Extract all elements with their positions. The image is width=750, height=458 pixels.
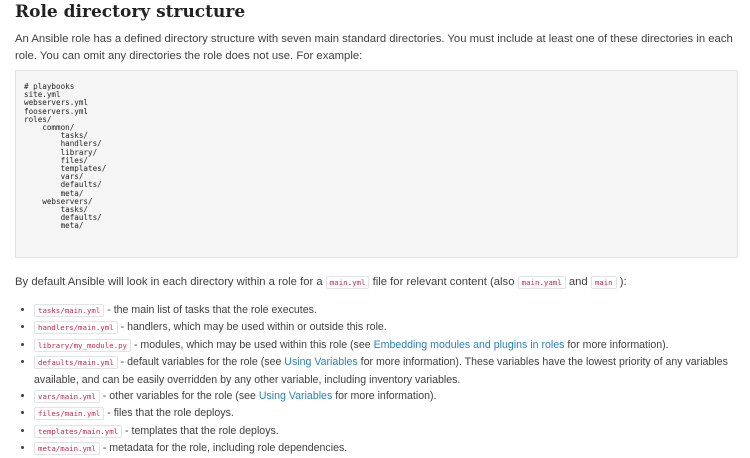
inline-code-path: files/main.yml: [34, 407, 104, 420]
list-item: [34, 423, 739, 440]
inline-code-path: defaults/main.yml: [34, 356, 118, 369]
para2-text-before: By default Ansible will look in each directory within a role for a: [15, 276, 323, 288]
list-item-text: - files that the role deploys.: [104, 407, 234, 420]
code-block-text: # playbooks site.yml webservers.yml fooservers.yml roles/ common/ tasks/ handlers/ library/ files/ templates/ vars/ defaults/ meta/ webservers/ tasks/ defaults/ meta/: [24, 82, 107, 231]
section-heading: Role directory structure: [15, 2, 246, 22]
list-item-text: - other variables for the role (see: [99, 390, 259, 403]
para2-text-after: ):: [619, 276, 627, 288]
default-lookup-paragraph: [15, 274, 627, 291]
inline-code-path: meta/main.yml: [34, 442, 100, 455]
code-block: [15, 70, 738, 258]
inline-code-path: tasks/main.yml: [34, 304, 104, 317]
inline-code-main-yaml: main.yaml: [518, 276, 566, 289]
list-item: [34, 388, 739, 405]
inline-code-path: handlers/main.yml: [34, 321, 118, 334]
para2-text-and: and: [568, 276, 588, 288]
list-item: [34, 354, 739, 388]
list-item: [34, 337, 739, 354]
inline-code-path: templates/main.yml: [34, 425, 122, 438]
list-item-text: - default variables for the role (see: [117, 356, 285, 369]
list-item: [34, 319, 739, 336]
inline-code-path: vars/main.yml: [34, 390, 100, 403]
para2-text-middle: file for relevant content (also: [372, 276, 515, 288]
list-item-text: - handlers, which may be used within or outside this role.: [117, 321, 387, 334]
list-item-text: - templates that the role deploys.: [122, 424, 279, 437]
inline-code-path: library/my_module.py: [34, 339, 131, 352]
inline-code-main-yml: main.yml: [326, 276, 370, 289]
list-item: [34, 440, 739, 457]
link-using-variables[interactable]: Using Variables: [284, 356, 358, 369]
inline-code-main: main: [591, 276, 617, 289]
list-item-text: - metadata for the role, including role dependencies.: [99, 442, 348, 455]
list-item-text-end: for more information). These variables have the lowest priority of any variables available, and can be easily overridden by any other variable, including inventory variables.: [34, 356, 728, 386]
list-item-text: - modules, which may be used within this role (see: [131, 338, 374, 351]
list-item-text-end: for more information).: [332, 390, 437, 403]
list-item-text-end: for more information).: [564, 338, 669, 351]
link-embedding-modules[interactable]: Embedding modules and plugins in roles: [373, 338, 565, 351]
list-item: [34, 405, 739, 422]
link-using-variables[interactable]: Using Variables: [258, 390, 333, 403]
intro-paragraph: An Ansible role has a defined directory structure with seven main standard directories. You must include at least one of these directories in each role. You can omit any directories the role does not use. For example:: [15, 33, 733, 62]
list-item: [34, 302, 739, 319]
directory-list: [15, 302, 739, 458]
list-item-text: - the main list of tasks that the role executes.: [104, 304, 317, 316]
